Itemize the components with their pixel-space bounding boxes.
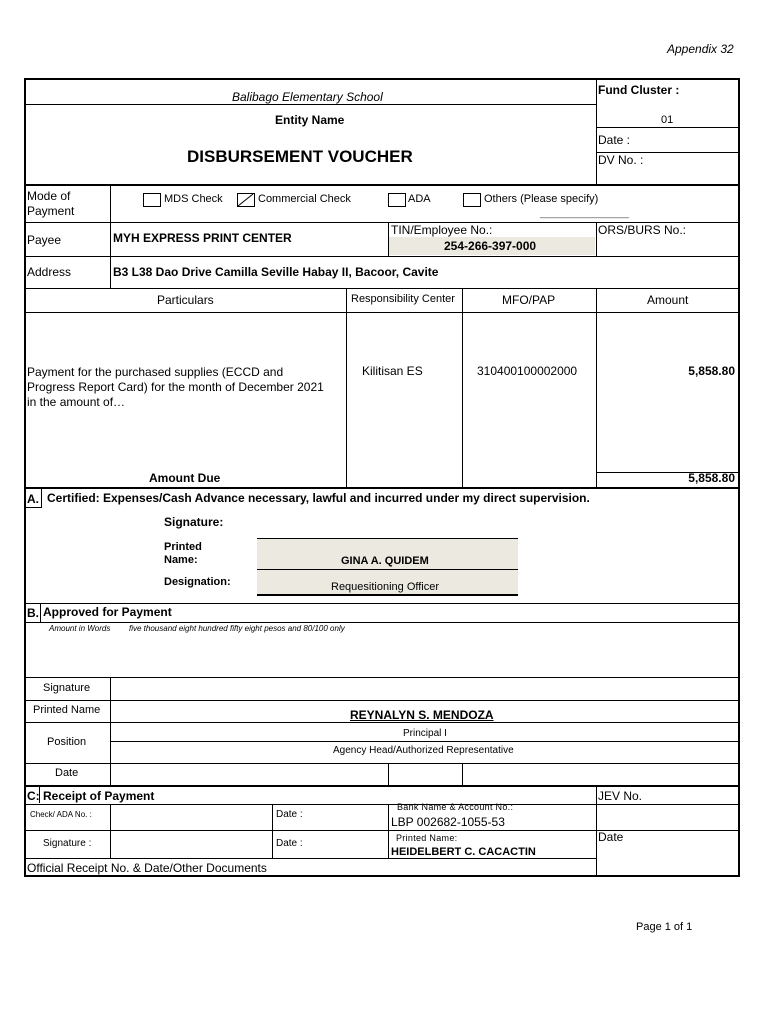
voucher-form — [24, 78, 740, 877]
date-label-right: Date — [598, 830, 624, 844]
responsibility-center-header: Responsibility Center — [351, 293, 455, 305]
ada-label: ADA — [408, 193, 431, 205]
appendix-label: Appendix 32 — [667, 42, 734, 56]
others-specify-line: ________________ — [540, 208, 629, 219]
ada-checkbox[interactable] — [388, 193, 406, 207]
page-number: Page 1 of 1 — [636, 921, 693, 933]
signature-label-b: Signature — [43, 682, 91, 694]
payee-value: MYH EXPRESS PRINT CENTER — [113, 231, 292, 245]
date-label-c1: Date : — [276, 809, 303, 820]
particulars-header: Particulars — [157, 293, 214, 307]
designation-value: Requesitioning Officer — [331, 581, 440, 593]
fund-cluster-value: 01 — [661, 114, 674, 126]
mds-check-label: MDS Check — [164, 193, 223, 205]
date-label: Date : — [598, 133, 631, 147]
amount-in-words-label: Amount in Words — [49, 624, 111, 633]
amount-due-label: Amount Due — [149, 471, 221, 485]
bank-label: Bank Name & Account No.: — [397, 802, 514, 812]
certified-text: Certified: Expenses/Cash Advance necessary, lawful and incurred under my direct supervision. — [47, 491, 590, 505]
amount-value: 5,858.80 — [688, 364, 735, 378]
printed-label-2: Name: — [164, 554, 198, 566]
receiver-printed-name-label: Printed Name: — [396, 833, 458, 843]
signature-label-c: Signature : — [43, 838, 92, 849]
mode-of-payment-label-2: Payment — [27, 204, 75, 218]
printed-name-a: GINA A. QUIDEM — [341, 555, 429, 567]
voucher-title: DISBURSEMENT VOUCHER — [187, 147, 413, 166]
date-label-b: Date — [55, 767, 79, 779]
printed-name-label-b: Printed Name — [33, 704, 101, 716]
address-value: B3 L38 Dao Drive Camilla Seville Habay II, Bacoor, Cavite — [113, 265, 439, 279]
dv-no-label: DV No. : — [598, 153, 644, 167]
tin-value: 254-266-397-000 — [444, 239, 537, 253]
check-ada-label: Check/ ADA No. : — [30, 810, 92, 819]
bank-value: LBP 002682-1055-53 — [391, 815, 505, 829]
official-receipt-label: Official Receipt No. & Date/Other Documents — [27, 861, 267, 875]
payee-label: Payee — [27, 233, 62, 247]
commercial-check-label: Commercial Check — [258, 193, 351, 205]
mfo-pap-value: 310400100002000 — [477, 364, 578, 378]
designation-label: Designation: — [164, 576, 231, 588]
school-name: Balibago Elementary School — [232, 90, 383, 104]
checkmark-icon — [237, 193, 255, 207]
particulars-line-2: Progress Report Card) for the month of December 2021 — [27, 380, 324, 394]
others-checkbox[interactable] — [463, 193, 481, 207]
section-b-letter: B. — [27, 606, 39, 620]
ors-burs-label: ORS/BURS No.: — [598, 223, 687, 237]
receipt-of-payment: Receipt of Payment — [43, 789, 155, 803]
section-a-letter: A. — [27, 492, 39, 506]
jev-no-label: JEV No. — [598, 789, 643, 803]
approver-name: REYNALYN S. MENDOZA — [350, 708, 494, 722]
responsibility-center-value: Kilitisan ES — [362, 364, 423, 378]
printed-label-1: Printed — [164, 541, 202, 553]
tin-label: TIN/Employee No.: — [391, 223, 493, 237]
amount-in-words-value: five thousand eight hundred fifty eight pesos and 80/100 only — [129, 624, 345, 633]
fund-cluster-label: Fund Cluster : — [598, 83, 680, 97]
entity-name-label: Entity Name — [275, 113, 345, 127]
approved-for-payment: Approved for Payment — [43, 605, 172, 619]
mode-of-payment-label-1: Mode of — [27, 189, 71, 203]
position-line-2: Agency Head/Authorized Representative — [333, 745, 514, 756]
position-line-1: Principal I — [403, 728, 447, 739]
particulars-line-1: Payment for the purchased supplies (ECCD and — [27, 365, 284, 379]
amount-due-value: 5,858.80 — [688, 471, 735, 485]
position-label: Position — [47, 736, 87, 748]
mds-check-checkbox[interactable] — [143, 193, 161, 207]
date-label-c2: Date : — [276, 838, 303, 849]
commercial-check-checkbox[interactable] — [237, 193, 255, 207]
amount-header: Amount — [647, 293, 689, 307]
others-label: Others (Please specify) — [484, 193, 599, 205]
signature-label-a: Signature: — [164, 515, 224, 529]
address-label: Address — [27, 265, 72, 279]
particulars-line-3: in the amount of… — [27, 395, 126, 409]
mfo-pap-header: MFO/PAP — [502, 293, 556, 307]
receiver-name: HEIDELBERT C. CACACTIN — [391, 846, 536, 858]
section-c-letter: C: — [27, 789, 40, 803]
